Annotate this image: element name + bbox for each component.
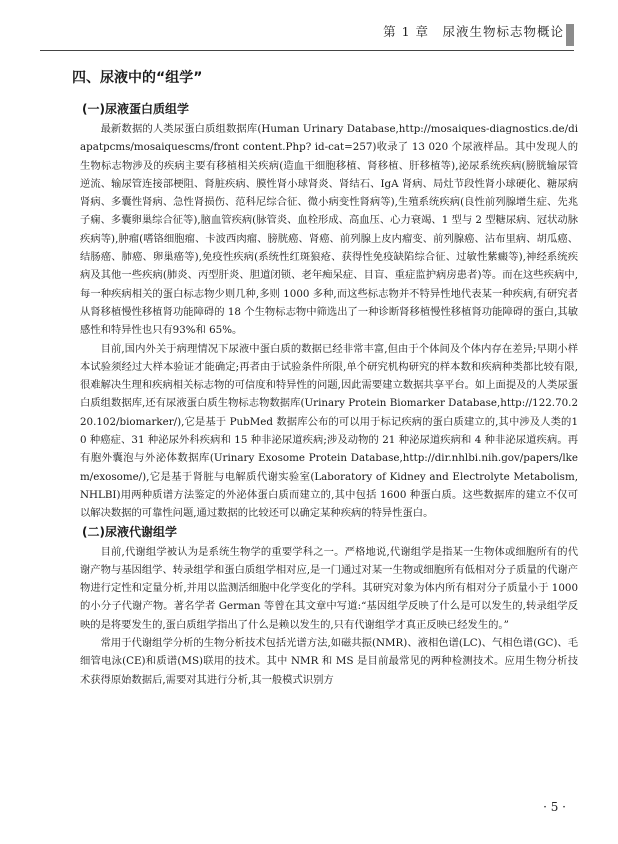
chapter-thumb-tab bbox=[566, 24, 574, 46]
paragraph: 最新数据的人类尿蛋白质组数据库(Human Urinary Database,http://mosaiques-diagnostics.de/diapatpcms/mosaiquescms/front content.Php? id-cat=257)收录了 13 020 个尿液样品。其中发现人的生物标志物涉及的疾病主要有移植相关疾病(造血干细胞移植、肾移植、肝移植等),泌尿系统疾病(膀胱输尿管逆流、输尿管连接部梗阻、肾脏疾病、膜性肾小球肾炎、肾结石、IgA 肾病、局灶节段性肾小球硬化、糖尿病肾病、多囊性肾病、急性肾损伤、范科尼综合征、微小病变性肾病等),生殖系统疾病(良性前列腺增生症、先兆子痫、多囊卵巢综合征等),脑血管疾病(脉管炎、血栓形成、高血压、心力衰竭、1 型与 2 型糖尿病、冠状动脉疾病等),肿瘤(嗜铬细胞瘤、卡波西肉瘤、膀胱癌、肾癌、前列腺上皮内瘤变、前列腺癌、沾布里病、胡瓜癌、结肠癌、肺癌、卵巢癌等),免疫性疾病(系统性红斑狼疮、获得性免疫缺陷综合征、过敏性紫癜等),神经系统疾病及其他一些疾病(肺炎、丙型肝炎、胆道闭锁、老年痴呆症、目盲、重症监护病房患者)等。而在这些疾病中,每一种疾病相关的蛋白标志物少则几种,多则 1000 多种,而这些标志物并不特异性地代表某一种疾病,有研究者从肾移植慢性移植肾功能障碍的 18 个生物标志物中筛选出了一种诊断肾移植慢性移植肾功能障碍的蛋白,其敏感性和特异性也只有93%和 65%。 bbox=[80, 123, 578, 337]
page-number: · 5 · bbox=[543, 800, 566, 814]
subsection-heading-metabolomics: (二)尿液代谢组学 bbox=[82, 524, 177, 539]
paragraph: 常用于代谢组学分析的生物分析技术包括光谱方法,如磁共振(NMR)、液相色谱(LC)、气相色谱(GC)、毛细管电泳(CE)和质谱(MS)联用的技术。其中 NMR 和 MS 是目前最常见的两种检测技术。应用生物分析技术获得原始数据后,需要对其进行分析,其一般模式识别方 bbox=[80, 637, 578, 686]
page-body bbox=[72, 68, 578, 689]
running-header bbox=[0, 0, 618, 52]
running-title: 第 1 章 尿液生物标志物概论 bbox=[383, 24, 564, 39]
paragraph: 目前,代谢组学被认为是系统生物学的重要学科之一。严格地说,代谢组学是指某一生物体或细胞所有的代谢产物与基因组学、转录组学和蛋白质组学相对应,是一门通过对某一生物或细胞所有低相对分子质量的代谢产物进行定性和定量分析,并用以监测活细胞中化学变化的学科。其研究对象为体内所有相对分子质量小于 1000 的小分子代谢产物。著名学者 German 等曾在其文章中写道:“基因组学反映了什么是可以发生的,转录组学反映的是将要发生的,蛋白质组学指出了什么是赖以发生的,只有代谢组学才真正反映已经发生的。” bbox=[80, 545, 578, 631]
paragraph: 目前,国内外关于病理情况下尿液中蛋白质的数据已经非常丰富,但由于个体间及个体内存在差异;早期小样本试验须经过大样本验证才能确定;再者由于试验条件所限,单个研究机构研究的样本数和疾病种类都比较有限,很难解决生理和疾病相关标志物的可信度和特异性的问题,因此需要建立数据共享平台。如上面提及的人类尿蛋白质组数据库,还有尿液蛋白质生物标志物数据库(Urinary Protein Biomarker Database,http://122.70.220.102/biomarker/),它是基于 PubMed 数据库公布的可以用于标记疾病的蛋白质建立的,其中涉及人类的10 种癌症、31 种泌尿外科疾病和 15 种非泌尿道疾病;涉及动物的 21 种泌尿道疾病和 4 种非泌尿道疾病。再有胞外囊泡与外泌体数据库(Urinary Exosome Protein Database,http://dir.nhlbi.nih.gov/papers/lkem/exosome/),它是基于肾脏与电解质代谢实验室(Laboratory of Kidney and Electrolyte Metabolism,NHLBI)用两种质谱方法鉴定的外泌体蛋白质而建立的,其中包括 1600 种蛋白质。这些数据库的建立不仅可以解决数据的可靠性问题,通过数据的比较还可以确定某种疾病的特异性蛋白。 bbox=[80, 342, 578, 520]
header-rule bbox=[40, 50, 574, 51]
subsection-heading-proteomics: (一)尿液蛋白质组学 bbox=[82, 102, 189, 116]
section-heading: 四、尿液中的“组学” bbox=[72, 70, 203, 86]
